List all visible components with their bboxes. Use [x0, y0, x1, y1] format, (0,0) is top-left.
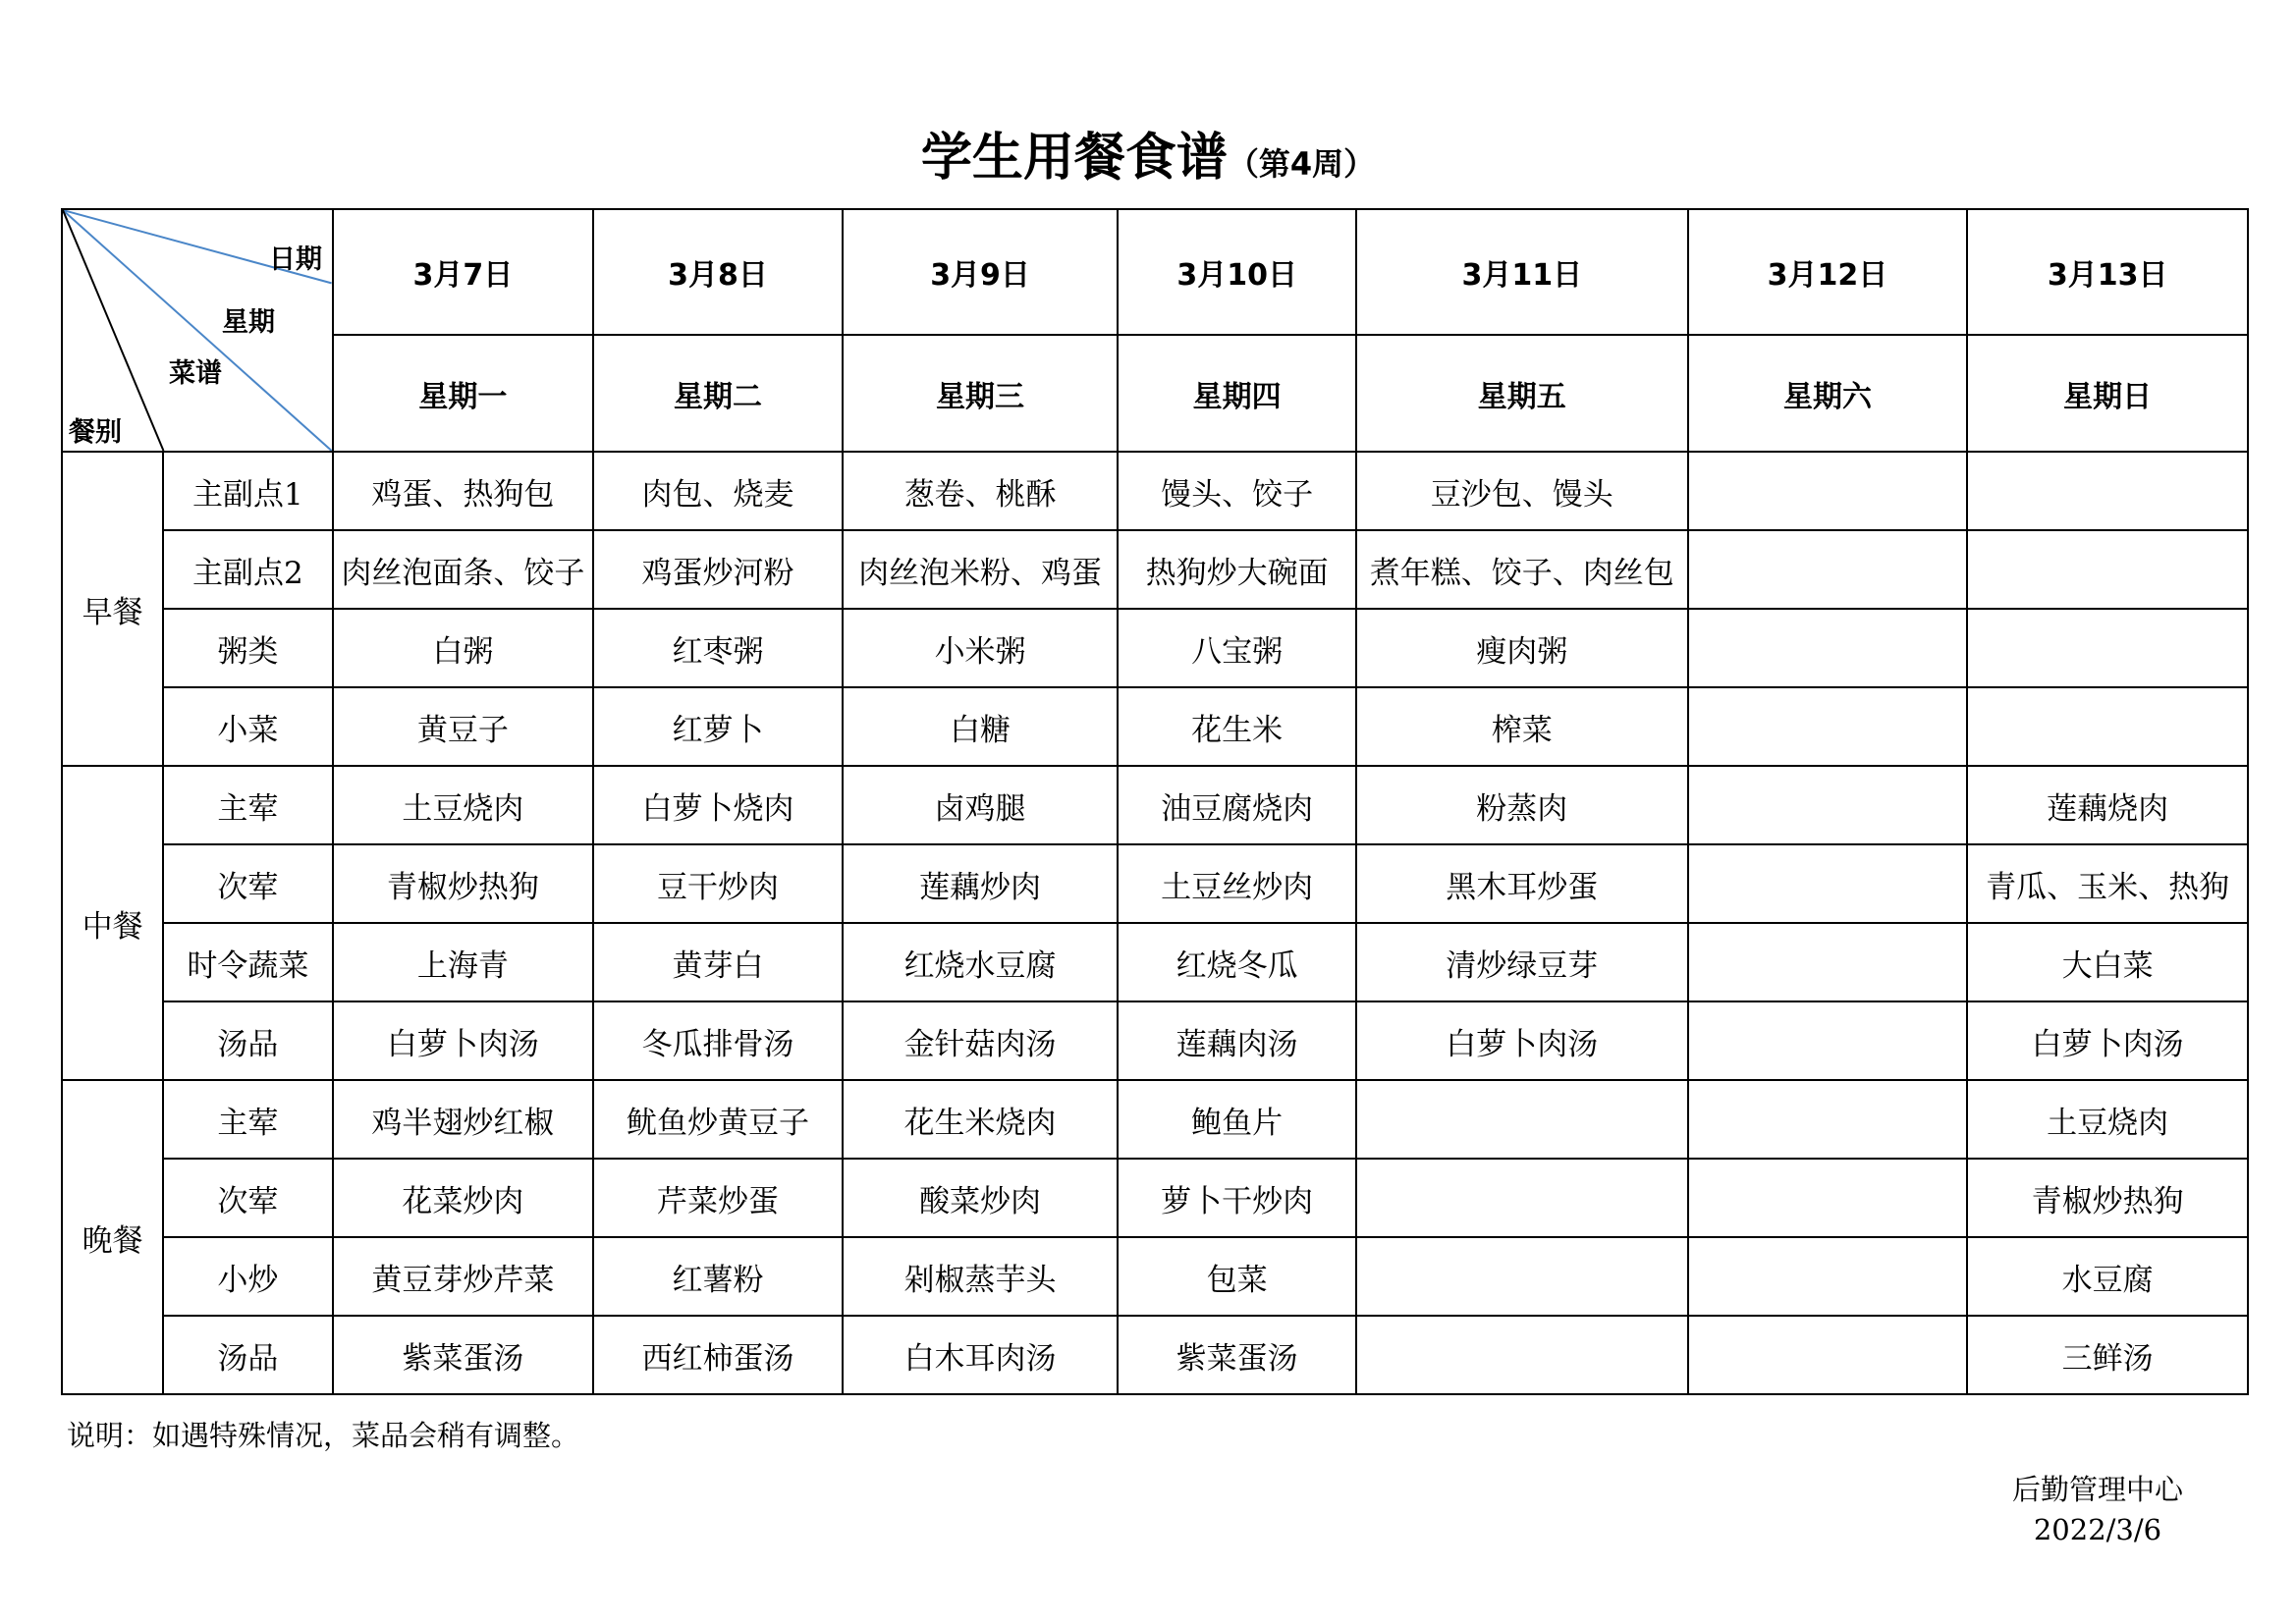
- dish-cell: 花生米烧肉: [843, 1080, 1119, 1159]
- dish-cell: 剁椒蒸芋头: [843, 1237, 1119, 1316]
- dish-cell: 紫菜蛋汤: [1118, 1316, 1356, 1394]
- weekday-row: [62, 335, 2248, 452]
- dish-cell: 榨菜: [1356, 687, 1688, 766]
- dish-cell: 酸菜炒肉: [843, 1159, 1119, 1237]
- dish-cell: 紫菜蛋汤: [333, 1316, 594, 1394]
- dish-cell: 肉丝泡面条、饺子: [333, 530, 594, 609]
- footer-org: 后勤管理中心: [2011, 1473, 2183, 1506]
- menu-row: [62, 530, 2248, 609]
- category-cell: 主副点1: [163, 452, 332, 530]
- dish-cell: 白糖: [843, 687, 1119, 766]
- category-cell: 时令蔬菜: [163, 923, 332, 1001]
- category-cell: 粥类: [163, 609, 332, 687]
- dish-cell: 卤鸡腿: [843, 766, 1119, 844]
- menu-row: [62, 609, 2248, 687]
- dish-cell: 馒头、饺子: [1118, 452, 1356, 530]
- dish-cell: 肉包、烧麦: [593, 452, 843, 530]
- category-cell: 次荤: [163, 844, 332, 923]
- dish-cell: 小米粥: [843, 609, 1119, 687]
- meal-name-cell: 中餐: [62, 766, 163, 1080]
- dish-cell: 红薯粉: [593, 1237, 843, 1316]
- dish-cell: 大白菜: [1967, 923, 2248, 1001]
- dish-cell: 红烧水豆腐: [843, 923, 1119, 1001]
- footer-block: [2012, 1470, 2183, 1550]
- dish-cell: 鸡半翅炒红椒: [333, 1080, 594, 1159]
- corner-header-cell: [62, 209, 333, 452]
- dish-cell: 三鲜汤: [1967, 1316, 2248, 1394]
- menu-row: [62, 1316, 2248, 1394]
- dish-cell: [1356, 1159, 1688, 1237]
- dish-cell: 莲藕烧肉: [1967, 766, 2248, 844]
- dish-cell: 花生米: [1118, 687, 1356, 766]
- dish-cell: 土豆丝炒肉: [1118, 844, 1356, 923]
- dish-cell: 黄芽白: [593, 923, 843, 1001]
- date-cell: 3月7日: [333, 209, 594, 335]
- dish-cell: 莲藕肉汤: [1118, 1001, 1356, 1080]
- weekday-cell: 星期一: [333, 335, 594, 452]
- menu-row: [62, 1159, 2248, 1237]
- dish-cell: [1688, 1316, 1968, 1394]
- dish-cell: [1688, 1159, 1968, 1237]
- dish-cell: [1356, 1237, 1688, 1316]
- dish-cell: 粉蒸肉: [1356, 766, 1688, 844]
- dish-cell: 白萝卜肉汤: [333, 1001, 594, 1080]
- page-title: 学生用餐食谱: [920, 129, 1228, 188]
- category-cell: 汤品: [163, 1001, 332, 1080]
- category-cell: 小菜: [163, 687, 332, 766]
- date-cell: 3月9日: [843, 209, 1119, 335]
- dish-cell: 白萝卜肉汤: [1356, 1001, 1688, 1080]
- weekday-cell: 星期四: [1118, 335, 1356, 452]
- dish-cell: [1967, 452, 2248, 530]
- dish-cell: [1967, 687, 2248, 766]
- date-row: [62, 209, 2248, 335]
- menu-row: [62, 687, 2248, 766]
- dish-cell: [1967, 530, 2248, 609]
- dish-cell: 煮年糕、饺子、肉丝包: [1356, 530, 1688, 609]
- dish-cell: [1688, 1237, 1968, 1316]
- dish-cell: 白粥: [333, 609, 594, 687]
- corner-label-menu: 菜谱: [169, 358, 222, 389]
- dish-cell: 青椒炒热狗: [333, 844, 594, 923]
- dish-cell: 肉丝泡米粉、鸡蛋: [843, 530, 1119, 609]
- menu-row: [62, 923, 2248, 1001]
- page-subtitle: （第4周）: [1227, 145, 1376, 183]
- footer-date: 2022/3/6: [2033, 1513, 2162, 1546]
- category-cell: 主荤: [163, 766, 332, 844]
- date-cell: 3月13日: [1967, 209, 2248, 335]
- page-title-block: [0, 116, 2296, 189]
- dish-cell: 黄豆子: [333, 687, 594, 766]
- category-cell: 次荤: [163, 1159, 332, 1237]
- dish-cell: 红烧冬瓜: [1118, 923, 1356, 1001]
- note-text: 说明：如遇特殊情况，菜品会稍有调整。: [67, 1419, 580, 1452]
- dish-cell: 红萝卜: [593, 687, 843, 766]
- dish-cell: 白木耳肉汤: [843, 1316, 1119, 1394]
- menu-row: [62, 1001, 2248, 1080]
- dish-cell: 白萝卜烧肉: [593, 766, 843, 844]
- dish-cell: 花菜炒肉: [333, 1159, 594, 1237]
- date-cell: 3月11日: [1356, 209, 1688, 335]
- weekday-cell: 星期六: [1688, 335, 1968, 452]
- dish-cell: 鸡蛋炒河粉: [593, 530, 843, 609]
- corner-label-weekday: 星期: [222, 307, 275, 338]
- dish-cell: 青瓜、玉米、热狗: [1967, 844, 2248, 923]
- date-cell: 3月12日: [1688, 209, 1968, 335]
- dish-cell: [1967, 609, 2248, 687]
- dish-cell: 热狗炒大碗面: [1118, 530, 1356, 609]
- weekday-cell: 星期五: [1356, 335, 1688, 452]
- menu-table-body: [62, 209, 2248, 1394]
- dish-cell: [1356, 1080, 1688, 1159]
- dish-cell: [1688, 844, 1968, 923]
- meal-name-cell: 早餐: [62, 452, 163, 766]
- menu-row: [62, 1237, 2248, 1316]
- dish-cell: 瘦肉粥: [1356, 609, 1688, 687]
- dish-cell: 黑木耳炒蛋: [1356, 844, 1688, 923]
- date-cell: 3月10日: [1118, 209, 1356, 335]
- dish-cell: 鸡蛋、热狗包: [333, 452, 594, 530]
- dish-cell: 萝卜干炒肉: [1118, 1159, 1356, 1237]
- dish-cell: 包菜: [1118, 1237, 1356, 1316]
- dish-cell: 八宝粥: [1118, 609, 1356, 687]
- menu-row: [62, 844, 2248, 923]
- dish-cell: 白萝卜肉汤: [1967, 1001, 2248, 1080]
- menu-row: [62, 452, 2248, 530]
- dish-cell: 黄豆芽炒芹菜: [333, 1237, 594, 1316]
- weekday-cell: 星期日: [1967, 335, 2248, 452]
- dish-cell: 金针菇肉汤: [843, 1001, 1119, 1080]
- dish-cell: 水豆腐: [1967, 1237, 2248, 1316]
- dish-cell: 鱿鱼炒黄豆子: [593, 1080, 843, 1159]
- meal-name-cell: 晚餐: [62, 1080, 163, 1394]
- category-cell: 汤品: [163, 1316, 332, 1394]
- category-cell: 小炒: [163, 1237, 332, 1316]
- dish-cell: [1356, 1316, 1688, 1394]
- dish-cell: [1688, 766, 1968, 844]
- corner-label-meal: 餐别: [69, 417, 122, 448]
- date-cell: 3月8日: [593, 209, 843, 335]
- dish-cell: 西红柿蛋汤: [593, 1316, 843, 1394]
- corner-label-date: 日期: [269, 244, 322, 275]
- dish-cell: 上海青: [333, 923, 594, 1001]
- menu-table: [61, 208, 2249, 1395]
- dish-cell: [1688, 1001, 1968, 1080]
- dish-cell: 土豆烧肉: [1967, 1080, 2248, 1159]
- dish-cell: [1688, 609, 1968, 687]
- category-cell: 主副点2: [163, 530, 332, 609]
- weekday-cell: 星期二: [593, 335, 843, 452]
- dish-cell: [1688, 530, 1968, 609]
- dish-cell: [1688, 923, 1968, 1001]
- dish-cell: 莲藕炒肉: [843, 844, 1119, 923]
- dish-cell: [1688, 687, 1968, 766]
- dish-cell: 芹菜炒蛋: [593, 1159, 843, 1237]
- menu-row: [62, 766, 2248, 844]
- dish-cell: 豆干炒肉: [593, 844, 843, 923]
- dish-cell: 葱卷、桃酥: [843, 452, 1119, 530]
- dish-cell: 鲍鱼片: [1118, 1080, 1356, 1159]
- dish-cell: 红枣粥: [593, 609, 843, 687]
- dish-cell: 土豆烧肉: [333, 766, 594, 844]
- dish-cell: 油豆腐烧肉: [1118, 766, 1356, 844]
- dish-cell: 冬瓜排骨汤: [593, 1001, 843, 1080]
- dish-cell: 豆沙包、馒头: [1356, 452, 1688, 530]
- category-cell: 主荤: [163, 1080, 332, 1159]
- dish-cell: [1688, 1080, 1968, 1159]
- weekday-cell: 星期三: [843, 335, 1119, 452]
- dish-cell: 清炒绿豆芽: [1356, 923, 1688, 1001]
- dish-cell: [1688, 452, 1968, 530]
- menu-row: [62, 1080, 2248, 1159]
- dish-cell: 青椒炒热狗: [1967, 1159, 2248, 1237]
